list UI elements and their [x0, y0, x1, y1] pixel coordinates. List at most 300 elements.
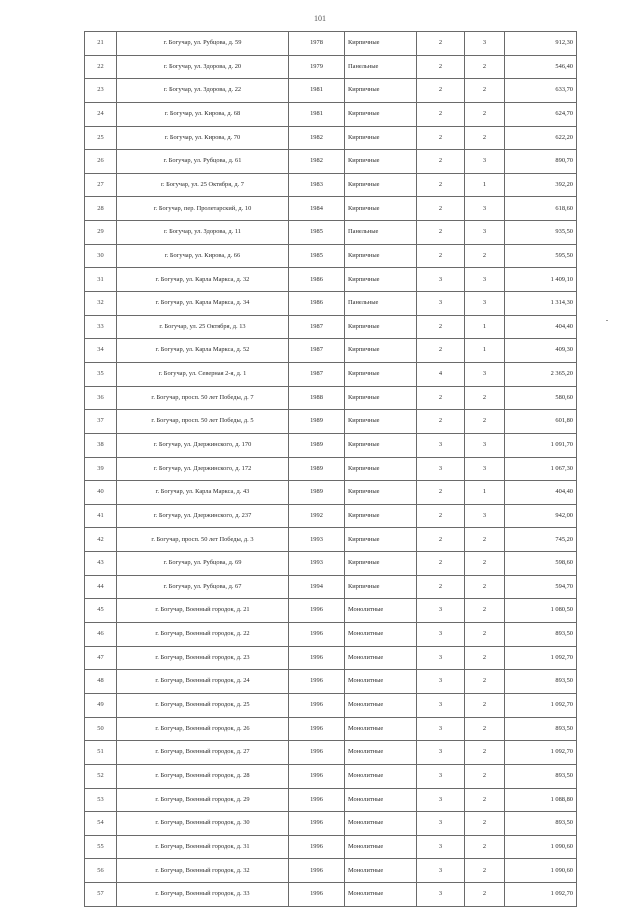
row-number: 41	[85, 504, 117, 528]
floors-cell: 3	[417, 292, 465, 316]
floors-cell: 3	[417, 717, 465, 741]
address-cell: г. Богучар, ул. Здорова, д. 20	[117, 55, 289, 79]
entrances-cell: 3	[465, 292, 505, 316]
table-row	[85, 197, 577, 221]
year-built-cell: 1982	[289, 126, 345, 150]
wall-material-cell: Кирпичные	[345, 102, 417, 126]
floors-cell: 2	[417, 575, 465, 599]
row-number: 51	[85, 741, 117, 765]
floors-cell: 3	[417, 623, 465, 647]
row-number: 42	[85, 528, 117, 552]
floors-cell: 3	[417, 741, 465, 765]
area-cell: 618,60	[505, 197, 577, 221]
area-cell: 893,50	[505, 623, 577, 647]
floors-cell: 3	[417, 646, 465, 670]
housing-stock-table	[84, 31, 577, 907]
table-row	[85, 339, 577, 363]
area-cell: 1 090,60	[505, 835, 577, 859]
entrances-cell: 3	[465, 221, 505, 245]
table-row	[85, 835, 577, 859]
wall-material-cell: Монолитные	[345, 788, 417, 812]
area-cell: 546,40	[505, 55, 577, 79]
entrances-cell: 2	[465, 717, 505, 741]
table-row	[85, 292, 577, 316]
entrances-cell: 3	[465, 457, 505, 481]
row-number: 49	[85, 693, 117, 717]
entrances-cell: 2	[465, 646, 505, 670]
year-built-cell: 1996	[289, 741, 345, 765]
row-number: 36	[85, 386, 117, 410]
table-row	[85, 623, 577, 647]
entrances-cell: 2	[465, 764, 505, 788]
floors-cell: 2	[417, 552, 465, 576]
row-number: 54	[85, 812, 117, 836]
area-cell: 409,30	[505, 339, 577, 363]
year-built-cell: 1985	[289, 221, 345, 245]
address-cell: г. Богучар, Военный городок, д. 26	[117, 717, 289, 741]
row-number: 25	[85, 126, 117, 150]
floors-cell: 3	[417, 433, 465, 457]
address-cell: г. Богучар, ул. Северная 2-я, д. 1	[117, 362, 289, 386]
address-cell: г. Богучар, Военный городок, д. 21	[117, 599, 289, 623]
address-cell: г. Богучар, просп. 50 лет Победы, д. 7	[117, 386, 289, 410]
address-cell: г. Богучар, ул. Карла Маркса, д. 43	[117, 481, 289, 505]
year-built-cell: 1988	[289, 386, 345, 410]
table-row	[85, 812, 577, 836]
address-cell: г. Богучар, ул. 25 Октября, д. 7	[117, 173, 289, 197]
floors-cell: 2	[417, 221, 465, 245]
table-row	[85, 362, 577, 386]
row-number: 44	[85, 575, 117, 599]
row-number: 27	[85, 173, 117, 197]
address-cell: г. Богучар, Военный городок, д. 29	[117, 788, 289, 812]
year-built-cell: 1981	[289, 102, 345, 126]
address-cell: г. Богучар, Военный городок, д. 30	[117, 812, 289, 836]
address-cell: г. Богучар, ул. Кирова, д. 70	[117, 126, 289, 150]
floors-cell: 2	[417, 55, 465, 79]
row-number: 56	[85, 859, 117, 883]
area-cell: 1 088,80	[505, 788, 577, 812]
year-built-cell: 1996	[289, 788, 345, 812]
area-cell: 601,80	[505, 410, 577, 434]
address-cell: г. Богучар, ул. Рубцова, д. 67	[117, 575, 289, 599]
year-built-cell: 1996	[289, 859, 345, 883]
floors-cell: 2	[417, 32, 465, 56]
floors-cell: 3	[417, 812, 465, 836]
year-built-cell: 1983	[289, 173, 345, 197]
area-cell: 1 092,70	[505, 693, 577, 717]
year-built-cell: 1989	[289, 410, 345, 434]
wall-material-cell: Монолитные	[345, 741, 417, 765]
row-number: 52	[85, 764, 117, 788]
table-row	[85, 552, 577, 576]
wall-material-cell: Монолитные	[345, 599, 417, 623]
floors-cell: 2	[417, 197, 465, 221]
wall-material-cell: Кирпичные	[345, 552, 417, 576]
wall-material-cell: Панельные	[345, 292, 417, 316]
table-row	[85, 244, 577, 268]
year-built-cell: 1996	[289, 883, 345, 907]
wall-material-cell: Кирпичные	[345, 79, 417, 103]
table-row	[85, 741, 577, 765]
table-row	[85, 504, 577, 528]
entrances-cell: 2	[465, 386, 505, 410]
area-cell: 1 091,70	[505, 433, 577, 457]
year-built-cell: 1996	[289, 764, 345, 788]
address-cell: г. Богучар, ул. Карла Маркса, д. 32	[117, 268, 289, 292]
table-row	[85, 79, 577, 103]
year-built-cell: 1989	[289, 433, 345, 457]
entrances-cell: 2	[465, 883, 505, 907]
address-cell: г. Богучар, Военный городок, д. 22	[117, 623, 289, 647]
entrances-cell: 2	[465, 552, 505, 576]
table-row	[85, 173, 577, 197]
wall-material-cell: Монолитные	[345, 646, 417, 670]
address-cell: г. Богучар, ул. Здорова, д. 11	[117, 221, 289, 245]
entrances-cell: 2	[465, 693, 505, 717]
table-row	[85, 859, 577, 883]
area-cell: 942,00	[505, 504, 577, 528]
entrances-cell: 2	[465, 812, 505, 836]
table-row	[85, 410, 577, 434]
entrances-cell: 1	[465, 173, 505, 197]
floors-cell: 3	[417, 693, 465, 717]
address-cell: г. Богучар, ул. Рубцова, д. 59	[117, 32, 289, 56]
entrances-cell: 1	[465, 481, 505, 505]
row-number: 35	[85, 362, 117, 386]
address-cell: г. Богучар, Военный городок, д. 28	[117, 764, 289, 788]
area-cell: 893,50	[505, 717, 577, 741]
entrances-cell: 3	[465, 197, 505, 221]
row-number: 43	[85, 552, 117, 576]
year-built-cell: 1996	[289, 835, 345, 859]
year-built-cell: 1989	[289, 457, 345, 481]
row-number: 34	[85, 339, 117, 363]
floors-cell: 3	[417, 883, 465, 907]
table-body	[85, 32, 577, 907]
floors-cell: 2	[417, 315, 465, 339]
entrances-cell: 2	[465, 410, 505, 434]
area-cell: 893,50	[505, 812, 577, 836]
wall-material-cell: Монолитные	[345, 812, 417, 836]
wall-material-cell: Монолитные	[345, 859, 417, 883]
entrances-cell: 2	[465, 575, 505, 599]
area-cell: 392,20	[505, 173, 577, 197]
table-row	[85, 717, 577, 741]
year-built-cell: 1989	[289, 481, 345, 505]
floors-cell: 2	[417, 504, 465, 528]
wall-material-cell: Кирпичные	[345, 410, 417, 434]
table-row	[85, 150, 577, 174]
row-number: 30	[85, 244, 117, 268]
area-cell: 595,50	[505, 244, 577, 268]
wall-material-cell: Монолитные	[345, 623, 417, 647]
row-number: 50	[85, 717, 117, 741]
floors-cell: 3	[417, 457, 465, 481]
row-number: 45	[85, 599, 117, 623]
address-cell: г. Богучар, Военный городок, д. 25	[117, 693, 289, 717]
row-number: 38	[85, 433, 117, 457]
address-cell: г. Богучар, ул. Дзержинского, д. 172	[117, 457, 289, 481]
floors-cell: 3	[417, 268, 465, 292]
floors-cell: 2	[417, 102, 465, 126]
table-row	[85, 575, 577, 599]
row-number: 21	[85, 32, 117, 56]
row-number: 57	[85, 883, 117, 907]
row-number: 31	[85, 268, 117, 292]
table-row	[85, 788, 577, 812]
address-cell: г. Богучар, ул. Карла Маркса, д. 34	[117, 292, 289, 316]
year-built-cell: 1987	[289, 339, 345, 363]
year-built-cell: 1987	[289, 362, 345, 386]
entrances-cell: 2	[465, 835, 505, 859]
wall-material-cell: Монолитные	[345, 670, 417, 694]
wall-material-cell: Кирпичные	[345, 433, 417, 457]
wall-material-cell: Кирпичные	[345, 504, 417, 528]
address-cell: г. Богучар, ул. Здорова, д. 22	[117, 79, 289, 103]
table-row	[85, 433, 577, 457]
wall-material-cell: Монолитные	[345, 883, 417, 907]
row-number: 22	[85, 55, 117, 79]
area-cell: 2 365,20	[505, 362, 577, 386]
address-cell: г. Богучар, Военный городок, д. 31	[117, 835, 289, 859]
wall-material-cell: Кирпичные	[345, 575, 417, 599]
year-built-cell: 1981	[289, 79, 345, 103]
entrances-cell: 2	[465, 670, 505, 694]
year-built-cell: 1992	[289, 504, 345, 528]
row-number: 26	[85, 150, 117, 174]
year-built-cell: 1993	[289, 528, 345, 552]
wall-material-cell: Кирпичные	[345, 339, 417, 363]
page-number: 101	[314, 14, 326, 23]
year-built-cell: 1996	[289, 646, 345, 670]
area-cell: 890,70	[505, 150, 577, 174]
wall-material-cell: Кирпичные	[345, 315, 417, 339]
table-row	[85, 646, 577, 670]
wall-material-cell: Монолитные	[345, 764, 417, 788]
table-row	[85, 670, 577, 694]
entrances-cell: 2	[465, 741, 505, 765]
area-cell: 1 092,70	[505, 741, 577, 765]
table-row	[85, 32, 577, 56]
address-cell: г. Богучар, Военный городок, д. 33	[117, 883, 289, 907]
row-number: 40	[85, 481, 117, 505]
entrances-cell: 2	[465, 623, 505, 647]
area-cell: 622,20	[505, 126, 577, 150]
wall-material-cell: Кирпичные	[345, 32, 417, 56]
table-row	[85, 55, 577, 79]
table-row	[85, 315, 577, 339]
wall-material-cell: Кирпичные	[345, 150, 417, 174]
year-built-cell: 1978	[289, 32, 345, 56]
floors-cell: 2	[417, 410, 465, 434]
area-cell: 912,30	[505, 32, 577, 56]
area-cell: 1 080,50	[505, 599, 577, 623]
year-built-cell: 1984	[289, 197, 345, 221]
area-cell: 633,70	[505, 79, 577, 103]
floors-cell: 2	[417, 79, 465, 103]
address-cell: г. Богучар, ул. Кирова, д. 68	[117, 102, 289, 126]
year-built-cell: 1986	[289, 268, 345, 292]
area-cell: 893,50	[505, 670, 577, 694]
wall-material-cell: Кирпичные	[345, 197, 417, 221]
year-built-cell: 1996	[289, 717, 345, 741]
entrances-cell: 3	[465, 32, 505, 56]
entrances-cell: 3	[465, 433, 505, 457]
entrances-cell: 2	[465, 126, 505, 150]
address-cell: г. Богучар, ул. Рубцова, д. 61	[117, 150, 289, 174]
address-cell: г. Богучар, пер. Пролетарский, д. 10	[117, 197, 289, 221]
year-built-cell: 1979	[289, 55, 345, 79]
entrances-cell: 2	[465, 859, 505, 883]
entrances-cell: 2	[465, 244, 505, 268]
year-built-cell: 1996	[289, 693, 345, 717]
area-cell: 935,50	[505, 221, 577, 245]
address-cell: г. Богучар, ул. 25 Октября, д. 13	[117, 315, 289, 339]
table-row	[85, 481, 577, 505]
table-row	[85, 883, 577, 907]
address-cell: г. Богучар, Военный городок, д. 27	[117, 741, 289, 765]
row-number: 32	[85, 292, 117, 316]
table-row	[85, 528, 577, 552]
year-built-cell: 1996	[289, 623, 345, 647]
entrances-cell: 3	[465, 362, 505, 386]
address-cell: г. Богучар, Военный городок, д. 23	[117, 646, 289, 670]
wall-material-cell: Панельные	[345, 55, 417, 79]
floors-cell: 2	[417, 481, 465, 505]
area-cell: 745,20	[505, 528, 577, 552]
table-row	[85, 599, 577, 623]
wall-material-cell: Кирпичные	[345, 173, 417, 197]
row-number: 55	[85, 835, 117, 859]
year-built-cell: 1996	[289, 670, 345, 694]
entrances-cell: 3	[465, 268, 505, 292]
year-built-cell: 1985	[289, 244, 345, 268]
entrances-cell: 2	[465, 528, 505, 552]
entrances-cell: 2	[465, 55, 505, 79]
year-built-cell: 1996	[289, 599, 345, 623]
row-number: 29	[85, 221, 117, 245]
area-cell: 1 409,10	[505, 268, 577, 292]
floors-cell: 2	[417, 150, 465, 174]
entrances-cell: 2	[465, 79, 505, 103]
row-number: 39	[85, 457, 117, 481]
wall-material-cell: Монолитные	[345, 717, 417, 741]
area-cell: 893,50	[505, 764, 577, 788]
row-number: 53	[85, 788, 117, 812]
entrances-cell: 3	[465, 150, 505, 174]
row-number: 28	[85, 197, 117, 221]
entrances-cell: 1	[465, 339, 505, 363]
wall-material-cell: Монолитные	[345, 693, 417, 717]
table-row	[85, 693, 577, 717]
year-built-cell: 1982	[289, 150, 345, 174]
floors-cell: 2	[417, 386, 465, 410]
entrances-cell: 2	[465, 599, 505, 623]
floors-cell: 2	[417, 339, 465, 363]
table-row	[85, 457, 577, 481]
wall-material-cell: Кирпичные	[345, 362, 417, 386]
year-built-cell: 1994	[289, 575, 345, 599]
year-built-cell: 1986	[289, 292, 345, 316]
area-cell: 594,70	[505, 575, 577, 599]
wall-material-cell: Кирпичные	[345, 268, 417, 292]
floors-cell: 3	[417, 764, 465, 788]
row-number: 46	[85, 623, 117, 647]
floors-cell: 2	[417, 126, 465, 150]
address-cell: г. Богучар, ул. Дзержинского, д. 237	[117, 504, 289, 528]
row-number: 23	[85, 79, 117, 103]
address-cell: г. Богучар, ул. Рубцова, д. 69	[117, 552, 289, 576]
year-built-cell: 1993	[289, 552, 345, 576]
table-row	[85, 126, 577, 150]
table-row	[85, 102, 577, 126]
table-row	[85, 386, 577, 410]
area-cell: 624,70	[505, 102, 577, 126]
entrances-cell: 2	[465, 788, 505, 812]
area-cell: 1 314,30	[505, 292, 577, 316]
address-cell: г. Богучар, ул. Дзержинского, д. 170	[117, 433, 289, 457]
table-row	[85, 268, 577, 292]
address-cell: г. Богучар, просп. 50 лет Победы, д. 5	[117, 410, 289, 434]
row-number: 24	[85, 102, 117, 126]
area-cell: 1 092,70	[505, 883, 577, 907]
wall-material-cell: Кирпичные	[345, 126, 417, 150]
row-number: 48	[85, 670, 117, 694]
address-cell: г. Богучар, ул. Кирова, д. 66	[117, 244, 289, 268]
margin-mark	[606, 320, 608, 321]
table-row	[85, 764, 577, 788]
floors-cell: 2	[417, 244, 465, 268]
area-cell: 404,40	[505, 315, 577, 339]
wall-material-cell: Панельные	[345, 221, 417, 245]
wall-material-cell: Монолитные	[345, 835, 417, 859]
entrances-cell: 1	[465, 315, 505, 339]
entrances-cell: 2	[465, 102, 505, 126]
year-built-cell: 1987	[289, 315, 345, 339]
floors-cell: 3	[417, 859, 465, 883]
row-number: 37	[85, 410, 117, 434]
row-number: 33	[85, 315, 117, 339]
row-number: 47	[85, 646, 117, 670]
address-cell: г. Богучар, просп. 50 лет Победы, д. 3	[117, 528, 289, 552]
area-cell: 598,60	[505, 552, 577, 576]
table-row	[85, 221, 577, 245]
area-cell: 1 092,70	[505, 646, 577, 670]
floors-cell: 3	[417, 599, 465, 623]
address-cell: г. Богучар, ул. Карла Маркса, д. 52	[117, 339, 289, 363]
wall-material-cell: Кирпичные	[345, 386, 417, 410]
area-cell: 1 090,60	[505, 859, 577, 883]
year-built-cell: 1996	[289, 812, 345, 836]
address-cell: г. Богучар, Военный городок, д. 24	[117, 670, 289, 694]
floors-cell: 2	[417, 173, 465, 197]
entrances-cell: 3	[465, 504, 505, 528]
area-cell: 580,60	[505, 386, 577, 410]
floors-cell: 3	[417, 835, 465, 859]
wall-material-cell: Кирпичные	[345, 457, 417, 481]
area-cell: 404,40	[505, 481, 577, 505]
floors-cell: 3	[417, 670, 465, 694]
area-cell: 1 067,30	[505, 457, 577, 481]
floors-cell: 2	[417, 528, 465, 552]
wall-material-cell: Кирпичные	[345, 528, 417, 552]
wall-material-cell: Кирпичные	[345, 244, 417, 268]
floors-cell: 4	[417, 362, 465, 386]
wall-material-cell: Кирпичные	[345, 481, 417, 505]
address-cell: г. Богучар, Военный городок, д. 32	[117, 859, 289, 883]
floors-cell: 3	[417, 788, 465, 812]
